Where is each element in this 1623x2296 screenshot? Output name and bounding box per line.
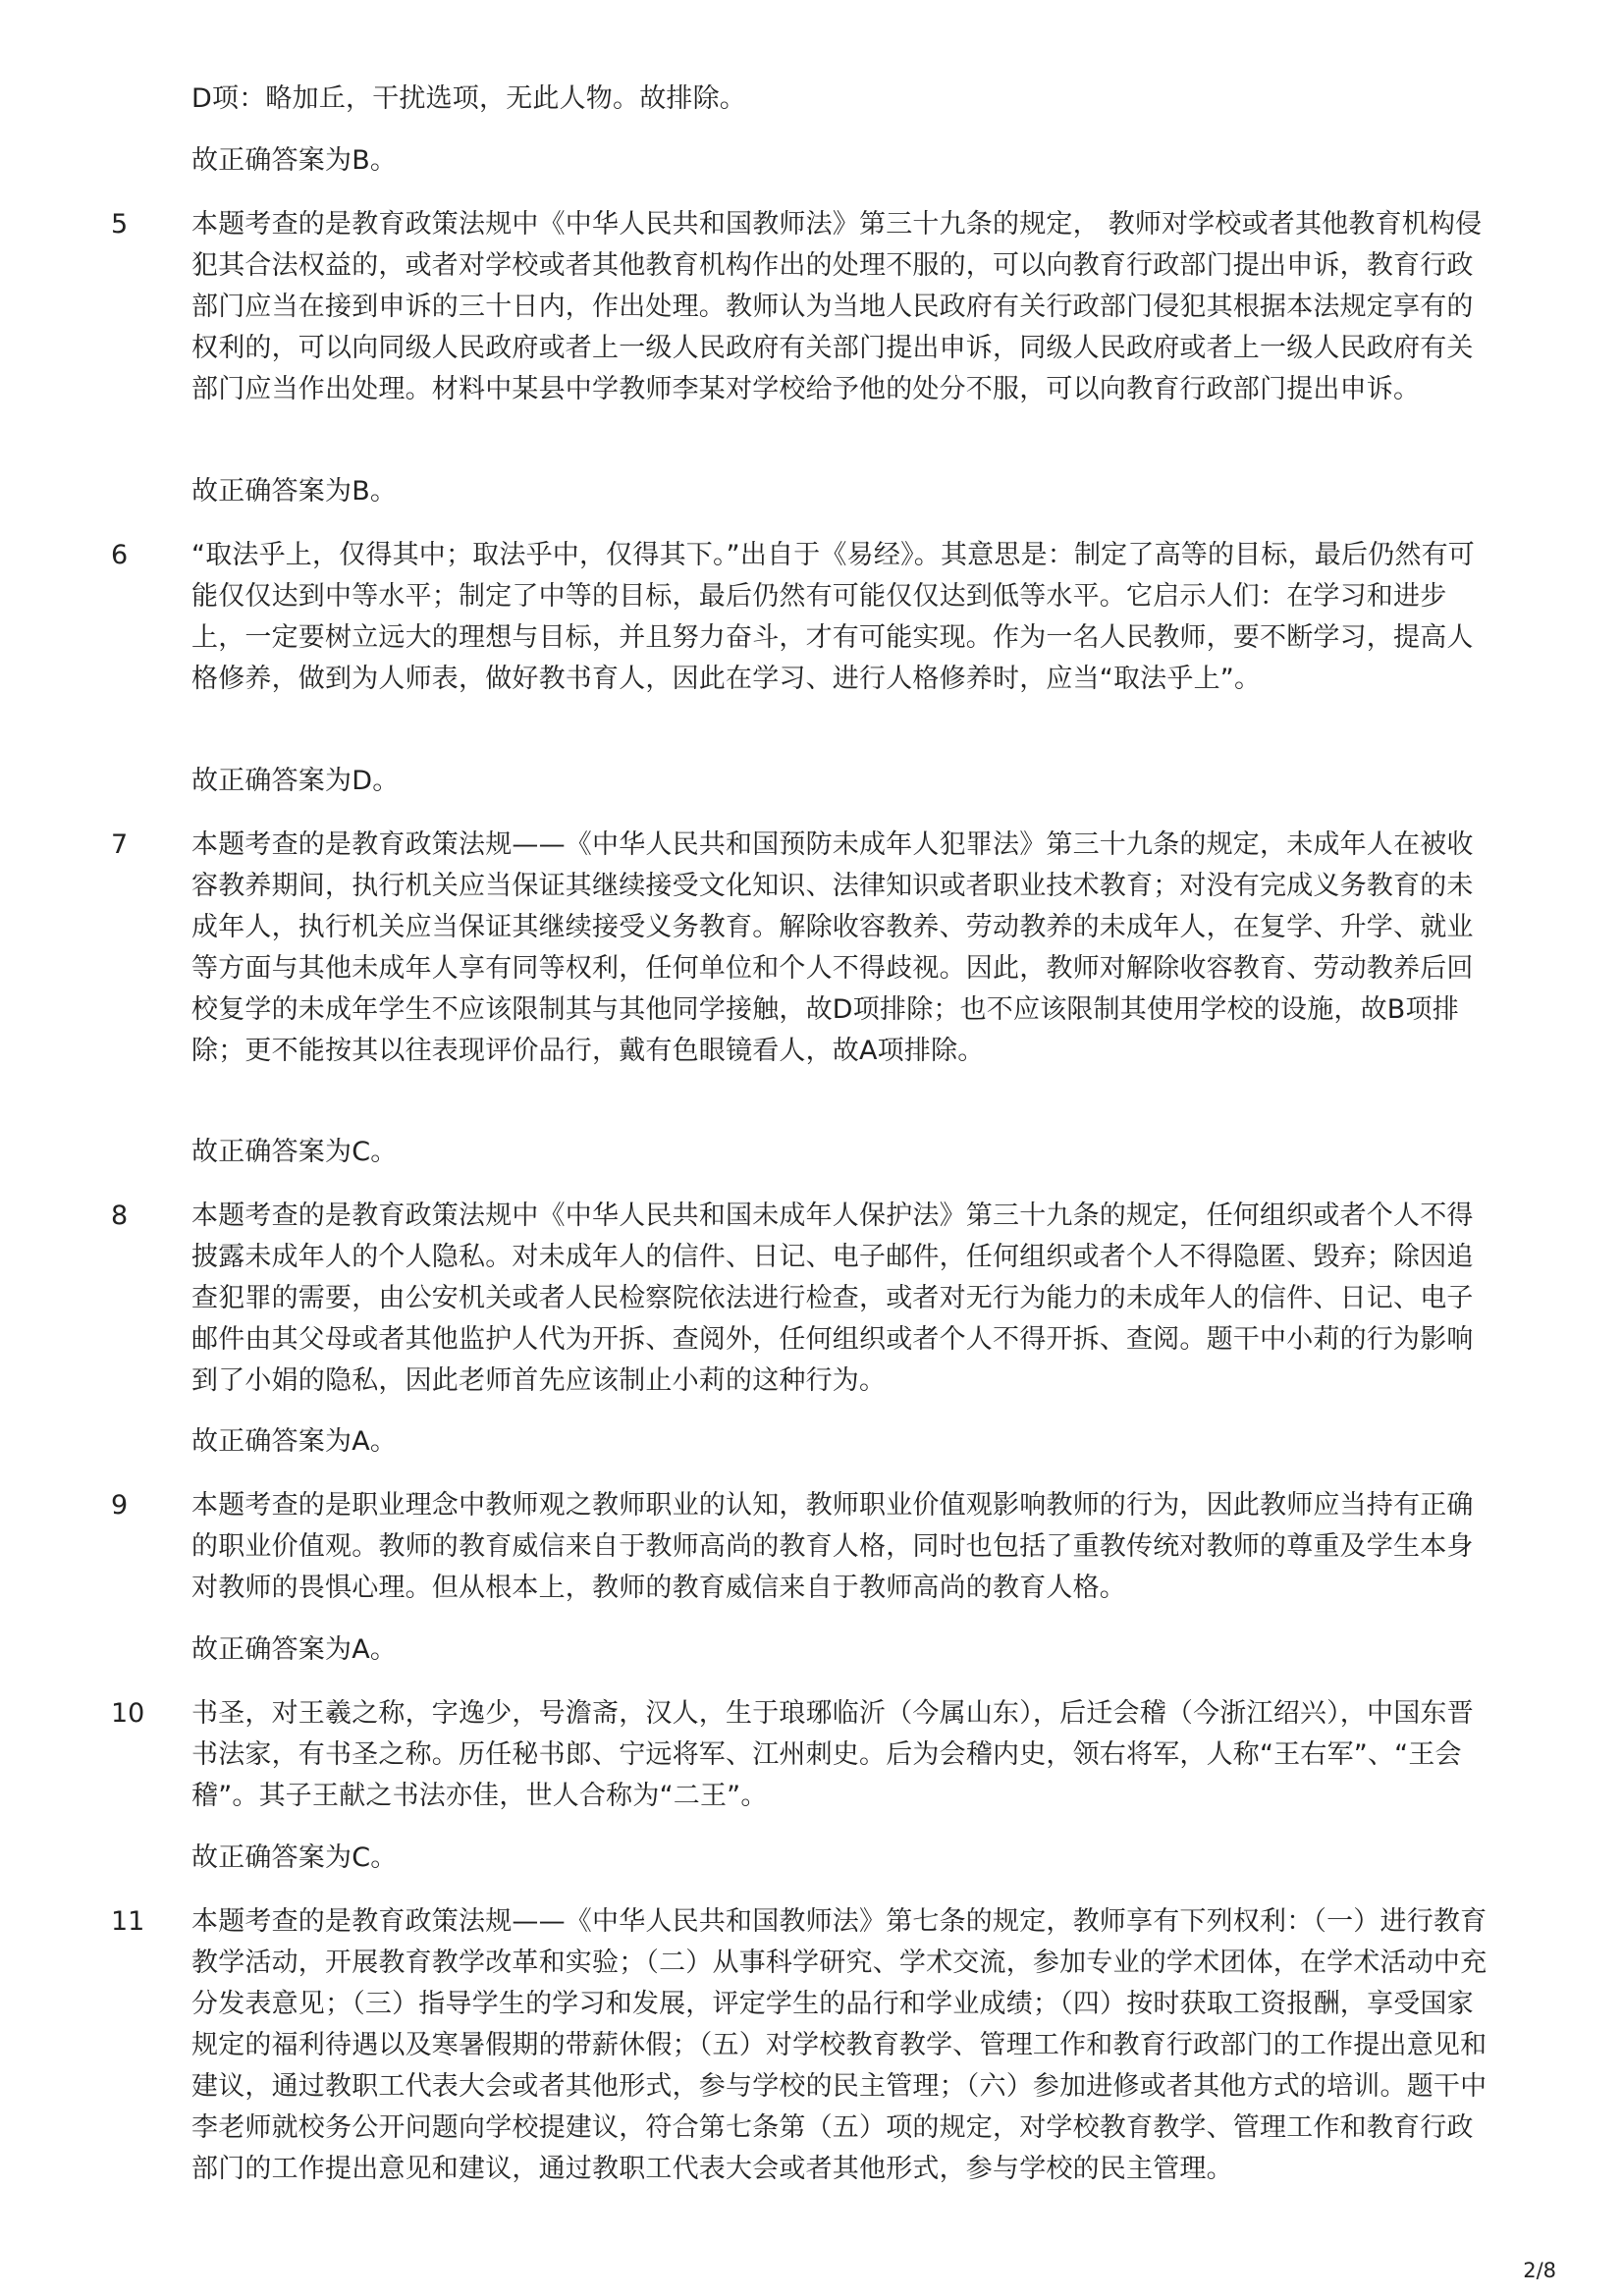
question-number: 10 <box>111 1698 145 1729</box>
explanation-paragraph: 本题考查的是教育政策法规——《中华人民共和国教师法》第七条的规定，教师享有下列权利：（一）进行教育教学活动，开展教育教学改革和实验；（二）从事科学研究、学术交流，参加专业的学术团体，在学术活动中充分发表意见；（三）指导学生的学习和发展，评定学生的品行和学业成绩；（四）按时获取工资报酬，享受国家规定的福利待遇以及寒暑假期的带薪休假；（五）对学校教育教学、管理工作和教育行政部门的工作提出意见和建议，通过教职工代表大会或者其他形式，参与学校的民主管理；（六）参加进修或者其他方式的培训。题干中李老师就校务公开问题向学校提建议，符合第七条第（五）项的规定，对学校教育教学、管理工作和教育行政部门的工作提出意见和建议，通过教职工代表大会或者其他形式，参与学校的民主管理。 <box>191 1906 1488 2184</box>
answer-line: 故正确答案为A。 <box>191 1426 398 1457</box>
explanation-paragraph: 本题考查的是教育政策法规中《中华人民共和国教师法》第三十九条的规定， 教师对学校或者其他教育机构侵犯其合法权益的，或者对学校或者其他教育机构作出的处理不服的，可以向教育行政部门提出申诉，教育行政部门应当在接到申诉的三十日内，作出处理。教师认为当地人民政府有关行政部门侵犯其根据本法规定享有的权利的，可以向同级人民政府或者上一级人民政府有关部门提出申诉，同级人民政府或者上一级人民政府有关部门应当作出处理。材料中某县中学教师李某对学校给予他的处分不服，可以向教育行政部门提出申诉。 <box>191 209 1483 404</box>
page-number: 2/8 <box>1523 2259 1556 2282</box>
answer-line: 故正确答案为A。 <box>191 1634 398 1665</box>
question-number: 9 <box>111 1490 129 1521</box>
answer-line: 故正确答案为B。 <box>191 476 398 507</box>
answer-line: 故正确答案为C。 <box>191 1842 398 1873</box>
explanation-paragraph: 本题考查的是教育政策法规——《中华人民共和国预防未成年人犯罪法》第三十九条的规定，未成年人在被收容教养期间，执行机关应当保证其继续接受文化知识、法律知识或者职业技术教育；对没有完成义务教育的未成年人，执行机关应当保证其继续接受义务教育。解除收容教养、劳动教养的未成年人，在复学、升学、就业等方面与其他未成年人享有同等权利，任何单位和个人不得歧视。因此，教师对解除收容教育、劳动教养后回校复学的未成年学生不应该限制其与其他同学接触，故D项排除；也不应该限制其使用学校的设施，故B项排除；更不能按其以往表现评价品行，戴有色眼镜看人，故A项排除。 <box>191 829 1474 1066</box>
answer-line: 故正确答案为D。 <box>191 766 400 796</box>
question-number: 8 <box>111 1201 129 1231</box>
question-number: 5 <box>111 209 129 240</box>
question-number: 6 <box>111 540 129 570</box>
question-number: 11 <box>111 1906 145 1937</box>
answer-line: 故正确答案为C。 <box>191 1137 398 1167</box>
question-number: 7 <box>111 829 129 860</box>
explanation-paragraph: 书圣，对王羲之称，字逸少，号澹斋，汉人，生于琅琊临沂（今属山东），后迁会稽（今浙江绍兴），中国东晋书法家，有书圣之称。历任秘书郎、宁远将军、江州刺史。后为会稽内史，领右将军，人称“王右军”、“王会稽”。其子王献之书法亦佳，世人合称为“二王”。 <box>191 1698 1474 1811</box>
option-d-note: D项：略加丘，干扰选项，无此人物。故排除。 <box>191 83 746 114</box>
explanation-paragraph: “取法乎上，仅得其中；取法乎中，仅得其下。”出自于《易经》。其意思是：制定了高等的目标，最后仍然有可能仅仅达到中等水平；制定了中等的目标，最后仍然有可能仅仅达到低等水平。它启示人们：在学习和进步上，一定要树立远大的理想与目标，并且努力奋斗，才有可能实现。作为一名人民教师，要不断学习，提高人格修养，做到为人师表，做好教书育人，因此在学习、进行人格修养时，应当“取法乎上”。 <box>191 540 1475 694</box>
explanation-paragraph: 本题考查的是职业理念中教师观之教师职业的认知，教师职业价值观影响教师的行为，因此教师应当持有正确的职业价值观。教师的教育威信来自于教师高尚的教育人格，同时也包括了重教传统对教师的尊重及学生本身对教师的畏惧心理。但从根本上，教师的教育威信来自于教师高尚的教育人格。 <box>191 1490 1474 1603</box>
explanation-paragraph: 本题考查的是教育政策法规中《中华人民共和国未成年人保护法》第三十九条的规定，任何组织或者个人不得披露未成年人的个人隐私。对未成年人的信件、日记、电子邮件，任何组织或者个人不得隐匿、毁弃；除因追查犯罪的需要，由公安机关或者人民检察院依法进行检查，或者对无行为能力的未成年人的信件、日记、电子邮件由其父母或者其他监护人代为开拆、查阅外，任何组织或者个人不得开拆、查阅。题干中小莉的行为影响到了小娟的隐私，因此老师首先应该制止小莉的这种行为。 <box>191 1201 1474 1396</box>
answer-line: 故正确答案为B。 <box>191 145 398 176</box>
